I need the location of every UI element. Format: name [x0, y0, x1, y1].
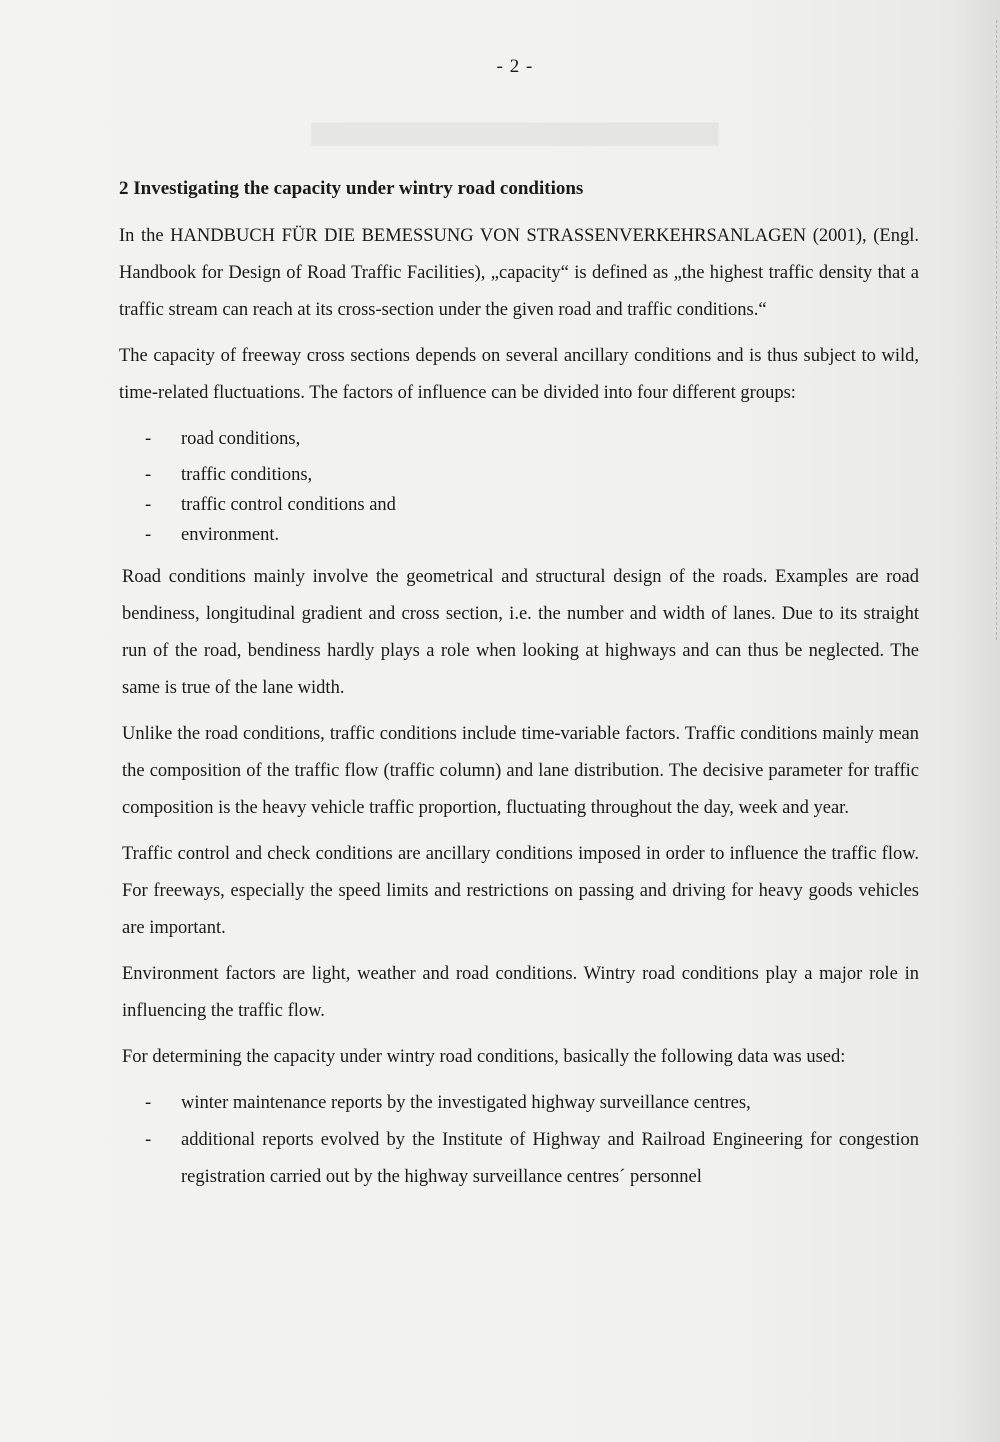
- list-dash: -: [145, 1093, 152, 1113]
- list-dash: -: [145, 465, 152, 485]
- paragraph-traffic-control: Traffic control and check conditions are ancillary conditions imposed in order to influence the traffic flow. For freeways, especially the speed limits and restrictions on passing and driving for heavy goods vehicles are important.: [122, 844, 919, 938]
- list-dash: -: [145, 495, 152, 515]
- list-item-text: traffic conditions,: [181, 465, 313, 485]
- page-number: - 2 -: [496, 56, 534, 77]
- document-body: [119, 174, 919, 1202]
- paragraph-traffic-conditions: Unlike the road conditions, traffic conditions include time-variable factors. Traffic conditions mainly mean the composition of the traffic flow (traffic column) and lane distribution. The decisive parameter for traffic composition is the heavy vehicle traffic proportion, fluctuating throughout the day, week and year.: [122, 724, 919, 818]
- list-item: [119, 517, 919, 553]
- list-item: [119, 1122, 919, 1196]
- list-dash: -: [145, 1130, 152, 1150]
- influence-groups-list: [119, 421, 919, 553]
- list-dash: -: [145, 429, 152, 449]
- list-item-text: environment.: [181, 525, 280, 545]
- paragraph-capacity-fluctuation: The capacity of freeway cross sections depends on several ancillary conditions and is thus subject to wild, time-related fluctuations. The factors of influence can be divided into four different groups:: [119, 346, 919, 403]
- list-item-text: winter maintenance reports by the investigated highway surveillance centres,: [181, 1093, 751, 1113]
- list-item: [119, 421, 919, 457]
- paragraph-data-used: For determining the capacity under wintry road conditions, basically the following data was used:: [122, 1047, 846, 1067]
- page-edge-perforation: [994, 20, 997, 640]
- list-item-text: additional reports evolved by the Institute of Highway and Railroad Engineering for congestion registration carried out by the highway surveillance centres´ personnel: [181, 1130, 919, 1187]
- list-item: [119, 1085, 919, 1122]
- body-continuation: [119, 559, 919, 1076]
- paragraph-environment: Environment factors are light, weather and road conditions. Wintry road conditions play a major role in influencing the traffic flow.: [122, 964, 919, 1021]
- list-item-text: traffic control conditions and: [181, 495, 396, 515]
- list-dash: -: [145, 525, 152, 545]
- section-heading: 2 Investigating the capacity under wintry road conditions: [119, 178, 584, 199]
- show-through-bleed: [105, 115, 925, 151]
- paragraph-road-conditions: Road conditions mainly involve the geometrical and structural design of the roads. Examples are road bendiness, longitudinal gradient and cross section, i.e. the number and width of lanes. Due to its straight run of the road, bendiness hardly plays a role when looking at highways and can thus be neglected. The same is true of the lane width.: [122, 567, 919, 698]
- list-item-text: road conditions,: [181, 429, 301, 449]
- data-sources-list: [119, 1085, 919, 1196]
- paragraph-capacity-definition: In the HANDBUCH FÜR DIE BEMESSUNG VON STRASSENVERKEHRSANLAGEN (2001), (Engl. Handbook for Design of Road Traffic Facilities), „capacity“ is defined as „the highest traffic density that a traffic stream can reach at its cross-section under the given road and traffic conditions.“: [119, 226, 919, 320]
